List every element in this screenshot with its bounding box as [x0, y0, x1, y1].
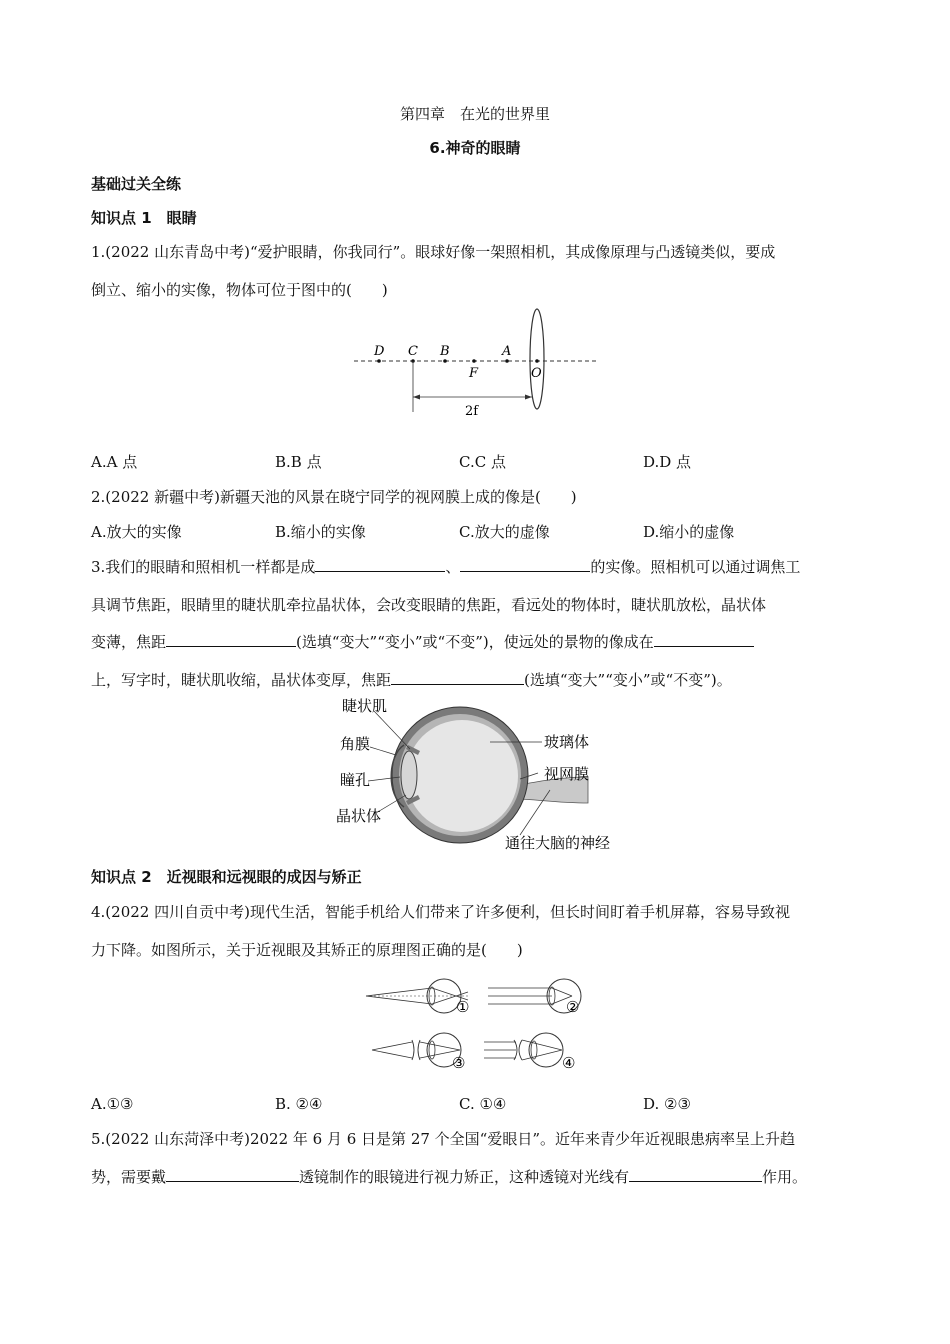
- diagram-3: [372, 1033, 465, 1072]
- q3-blank-1[interactable]: [315, 557, 445, 572]
- question-5-line-2: [91, 1167, 807, 1187]
- lens-diagram: [350, 305, 602, 420]
- q2-option-a[interactable]: A.放大的实像: [91, 523, 182, 541]
- knowledge-point-2: 知识点 2 近视眼和远视眼的成因与矫正: [91, 868, 362, 886]
- q3-text-1b: 、: [445, 558, 461, 576]
- label-1: ①: [456, 998, 470, 1016]
- label-2f: 2f: [465, 404, 479, 419]
- q2-option-d[interactable]: D.缩小的虚像: [643, 523, 735, 541]
- q5-text-2b: 透镜制作的眼镜进行视力矫正，这种透镜对光线有: [299, 1168, 630, 1186]
- q3-text-1c: 的实像。照相机可以通过调焦工: [590, 558, 801, 576]
- label-c: C: [408, 344, 418, 359]
- vitreous-body: [406, 720, 518, 832]
- eye-diagram: [330, 695, 630, 855]
- label-lens: 晶状体: [336, 807, 382, 825]
- q3-blank-4[interactable]: [654, 632, 754, 647]
- label-d: D: [374, 344, 385, 359]
- diagram-2: [488, 979, 581, 1016]
- point-f: [472, 359, 476, 363]
- point-a: [505, 359, 509, 363]
- section-heading: 基础过关全练: [91, 175, 182, 193]
- label-pupil: 瞳孔: [340, 771, 371, 789]
- question-1-line-1: 1.(2022 山东青岛中考)“爱护眼睛，你我同行”。眼球好像一架照相机，其成像原理与凸透镜类似，要成: [91, 243, 776, 261]
- q1-option-b[interactable]: B.B 点: [275, 453, 322, 471]
- q3-text-3a: 变薄，焦距: [91, 633, 167, 651]
- q5-blank-1[interactable]: [166, 1167, 299, 1182]
- q2-option-c[interactable]: C.放大的虚像: [459, 523, 550, 541]
- point-d: [377, 359, 381, 363]
- knowledge-point-1: 知识点 1 眼睛: [91, 209, 197, 227]
- q1-option-d[interactable]: D.D 点: [643, 453, 692, 471]
- q2-option-b[interactable]: B.缩小的实像: [275, 523, 366, 541]
- label-nerve: 通往大脑的神经: [505, 834, 611, 852]
- question-3-line-1: [91, 557, 800, 577]
- q5-blank-2[interactable]: [629, 1167, 762, 1182]
- q4-option-c[interactable]: C. ①④: [459, 1095, 507, 1113]
- q5-text-2c: 作用。: [762, 1168, 808, 1186]
- label-retina: 视网膜: [544, 765, 590, 783]
- q3-text-1a: 3.我们的眼睛和照相机一样都是成: [91, 558, 316, 576]
- vision-diagrams: [360, 970, 600, 1080]
- q4-option-b[interactable]: B. ②④: [275, 1095, 323, 1113]
- q3-text-4a: 上，写字时，睫状肌收缩，晶状体变厚，焦距: [91, 671, 392, 689]
- point-b: [443, 359, 447, 363]
- label-3: ③: [452, 1054, 466, 1072]
- label-2: ②: [566, 998, 580, 1016]
- question-3-line-4: [91, 670, 732, 690]
- label-ciliary: 睫状肌: [342, 697, 388, 715]
- q1-option-c[interactable]: C.C 点: [459, 453, 506, 471]
- q4-option-a[interactable]: A.①③: [91, 1095, 134, 1113]
- label-cornea: 角膜: [340, 735, 371, 753]
- diagram-1: [366, 979, 469, 1016]
- label-o: O: [531, 366, 542, 381]
- q1-option-a[interactable]: A.A 点: [91, 453, 138, 471]
- convex-lens: [530, 309, 544, 409]
- question-5-line-1: 5.(2022 山东菏泽中考)2022 年 6 月 6 日是第 27 个全国“爱眼日”。近年来青少年近视眼患病率呈上升趋: [91, 1130, 796, 1148]
- chapter-title: 第四章 在光的世界里: [399, 105, 550, 123]
- q3-text-4b: (选填“变大”“变小”或“不变”)。: [524, 671, 732, 689]
- q3-blank-5[interactable]: [391, 670, 524, 685]
- q5-text-2a: 势，需要戴: [91, 1168, 167, 1186]
- question-4-line-1: 4.(2022 四川自贡中考)现代生活，智能手机给人们带来了许多便利，但长时间盯着手机屏幕，容易导致视: [91, 903, 790, 921]
- q4-option-d[interactable]: D. ②③: [643, 1095, 691, 1113]
- label-f: F: [469, 366, 479, 381]
- question-4-line-2: 力下降。如图所示，关于近视眼及其矫正的原理图正确的是( ): [91, 941, 523, 959]
- question-2: 2.(2022 新疆中考)新疆天池的风景在晓宁同学的视网膜上成的像是( ): [91, 488, 577, 506]
- label-4: ④: [562, 1054, 576, 1072]
- question-3-line-2: 具调节焦距，眼睛里的睫状肌牵拉晶状体，会改变眼睛的焦距，看远处的物体时，睫状肌放松，晶状体: [91, 596, 767, 614]
- question-3-line-3: [91, 632, 754, 652]
- label-a: A: [502, 344, 512, 359]
- q3-blank-3[interactable]: [166, 632, 296, 647]
- label-b: B: [440, 344, 450, 359]
- question-1-line-2: 倒立、缩小的实像，物体可位于图中的( ): [91, 281, 388, 299]
- point-o: [535, 359, 539, 363]
- crystalline-lens: [401, 751, 417, 799]
- lesson-title: 6.神奇的眼睛: [429, 139, 521, 157]
- q3-text-3b: (选填“变大”“变小”或“不变”)，使远处的景物的像成在: [296, 633, 654, 651]
- diagram-4: [484, 1033, 575, 1072]
- label-vitreous: 玻璃体: [544, 733, 590, 751]
- q3-blank-2[interactable]: [460, 557, 590, 572]
